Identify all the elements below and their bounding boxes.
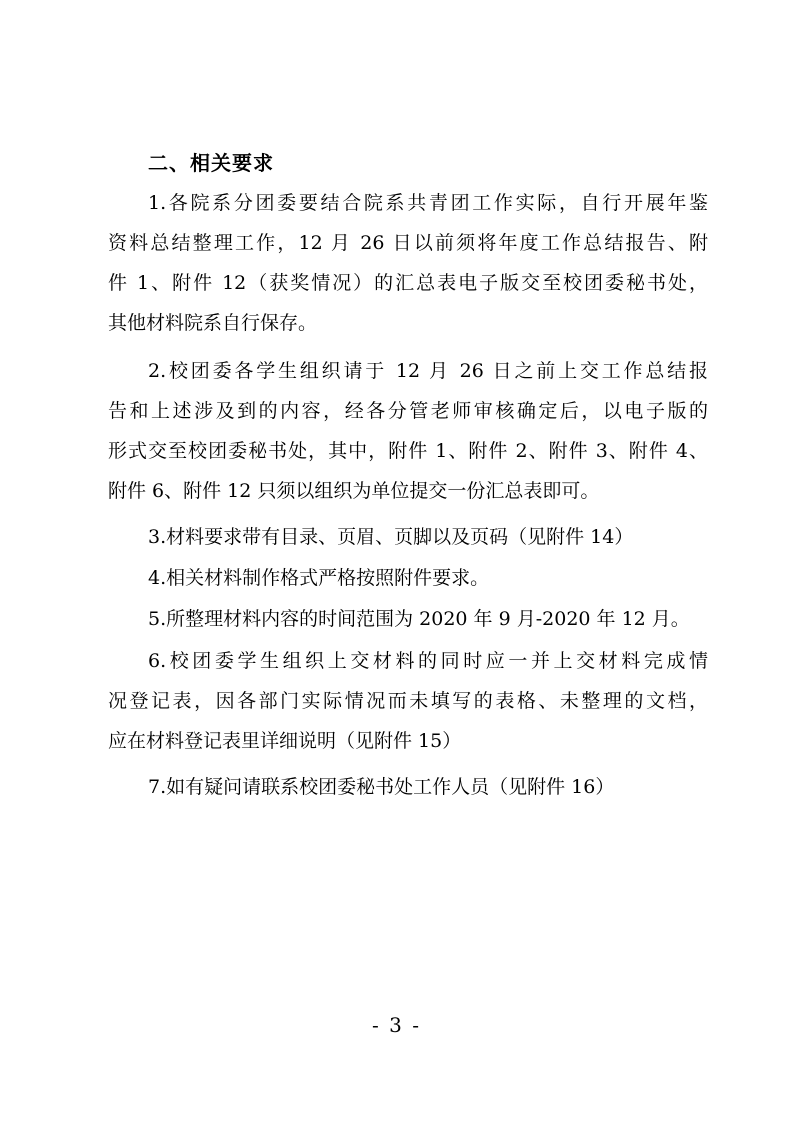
item-7-line-1: 7.如有疑问请联系校团委秘书处工作人员（见附件 16） [148,776,615,798]
item-6-line-3: 应在材料登记表里详细说明（见附件 15） [108,730,462,752]
item-1-line-2: 资料总结整理工作，12 月 26 日以前须将年度工作总结报告、附 [108,232,708,254]
page-number: - 3 - [372,1013,421,1037]
item-2-line-2: 告和上述涉及到的内容，经各分管老师审核确定后，以电子版的 [108,400,708,422]
item-6-line-1: 6.校团委学生组织上交材料的同时应一并上交材料完成情 [148,650,708,672]
item-2-line-1: 2.校团委各学生组织请于 12 月 26 日之前上交工作总结报 [148,360,708,382]
item-2-line-4: 附件 6、附件 12 只须以组织为单位提交一份汇总表即可。 [108,480,600,502]
item-5-line-1: 5.所整理材料内容的时间范围为 2020 年 9 月-2020 年 12 月。 [148,608,690,630]
item-4-line-1: 4.相关材料制作格式严格按照附件要求。 [148,567,490,589]
item-1-line-3: 件 1、附件 12（获奖情况）的汇总表电子版交至校团委秘书处， [108,272,708,294]
item-6-line-2: 况登记表，因各部门实际情况而未填写的表格、未整理的文档， [108,690,708,712]
section-heading: 二、相关要求 [148,151,274,175]
item-3-line-1: 3.材料要求带有目录、页眉、页脚以及页码（见附件 14） [148,526,634,548]
item-1-line-4: 其他材料院系自行保存。 [108,312,318,334]
item-1-line-1: 1.各院系分团委要结合院系共青团工作实际，自行开展年鉴 [148,192,708,214]
item-2-line-3: 形式交至校团委秘书处，其中，附件 1、附件 2、附件 3、附件 4、 [108,440,708,462]
